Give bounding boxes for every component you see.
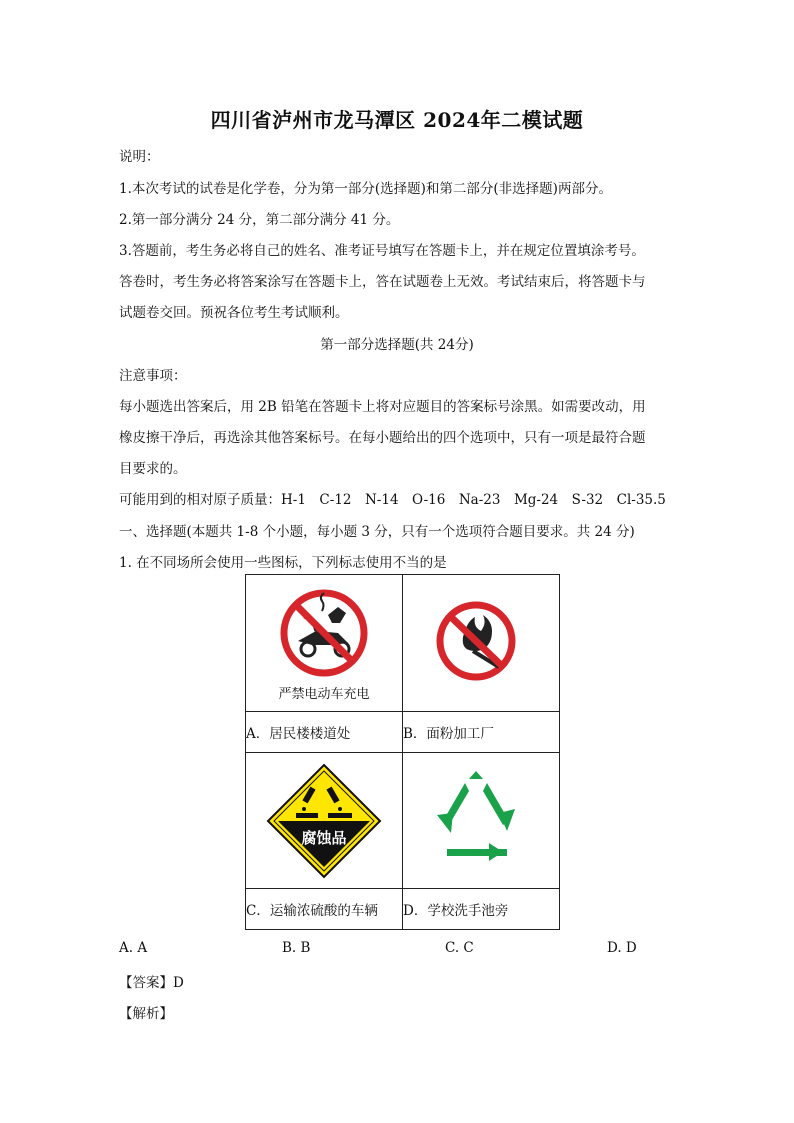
intro-item-3-line-1: 3.答题前，考生务必将自己的姓名、准考证号填写在答题卡上，并在规定位置填涂考号。 [119,243,645,259]
intro-item-2: 2.第一部分满分 24 分，第二部分满分 41 分。 [119,212,400,228]
intro-item-3-line-3: 试题卷交回。预祝各位考生考试顺利。 [119,305,349,321]
option-c[interactable]: C. C [445,940,474,956]
label-cell-d: D．学校洗手池旁 [403,889,560,930]
section-heading: 一、选择题(本题共 1-8 个小题，每小题 3 分，只有一个选项符合题目要求。共 24 分) [119,524,635,540]
sign-cell-d [403,753,560,889]
sign-cell-a [246,575,403,712]
label-cell-c: C．运输浓硫酸的车辆 [246,889,403,930]
notes-label: 注意事项： [119,368,187,384]
intro-label: 说明： [119,149,160,165]
page-title: 四川省泸州市龙马潭区 2024年二模试题 [210,108,584,132]
part1-heading: 第一部分选择题(共 24分) [320,337,474,353]
question-1-stem: 1. 在不同场所会使用一些图标，下列标志使用不当的是 [119,555,447,571]
notes-line-2: 橡皮擦干净后，再选涂其他答案标号。在每小题给出的四个选项中，只有一项是最符合题 [119,430,646,446]
sign-cell-c [246,753,403,889]
corrosive-hazard-icon [246,753,402,888]
intro-item-1: 1.本次考试的试卷是化学卷，分为第一部分(选择题)和第二部分(非选择题)两部分。 [119,181,612,197]
no-open-flame-icon [403,575,549,711]
analysis-line: 【解析】 [119,1006,173,1022]
option-d[interactable]: D. D [607,940,637,956]
sign-c-text: 腐蚀品 [301,829,347,847]
atomic-masses: 可能用到的相对原子质量：H-1 C-12 N-14 O-16 Na-23 Mg-24 S-32 Cl-35.5 [119,492,666,508]
recycle-icon [403,753,549,888]
sign-table [245,574,560,930]
label-cell-a: A．居民楼楼道处 [246,712,403,753]
notes-line-1: 每小题选出答案后，用 2B 铅笔在答题卡上将对应题目的答案标号涂黑。如需要改动，用 [119,399,646,415]
no-ebike-charging-icon [246,575,402,681]
sign-cell-b [403,575,560,712]
label-cell-b: B．面粉加工厂 [403,712,560,753]
intro-item-3-line-2: 答卷时，考生务必将答案涂写在答题卡上，答在试题卷上无效。考试结束后，将答题卡与 [119,274,646,290]
sign-a-caption: 严禁电动车充电 [278,687,370,702]
option-a[interactable]: A. A [119,940,148,956]
notes-line-3: 目要求的。 [119,461,187,477]
answer-line: 【答案】D [119,975,184,991]
option-b[interactable]: B. B [282,940,311,956]
